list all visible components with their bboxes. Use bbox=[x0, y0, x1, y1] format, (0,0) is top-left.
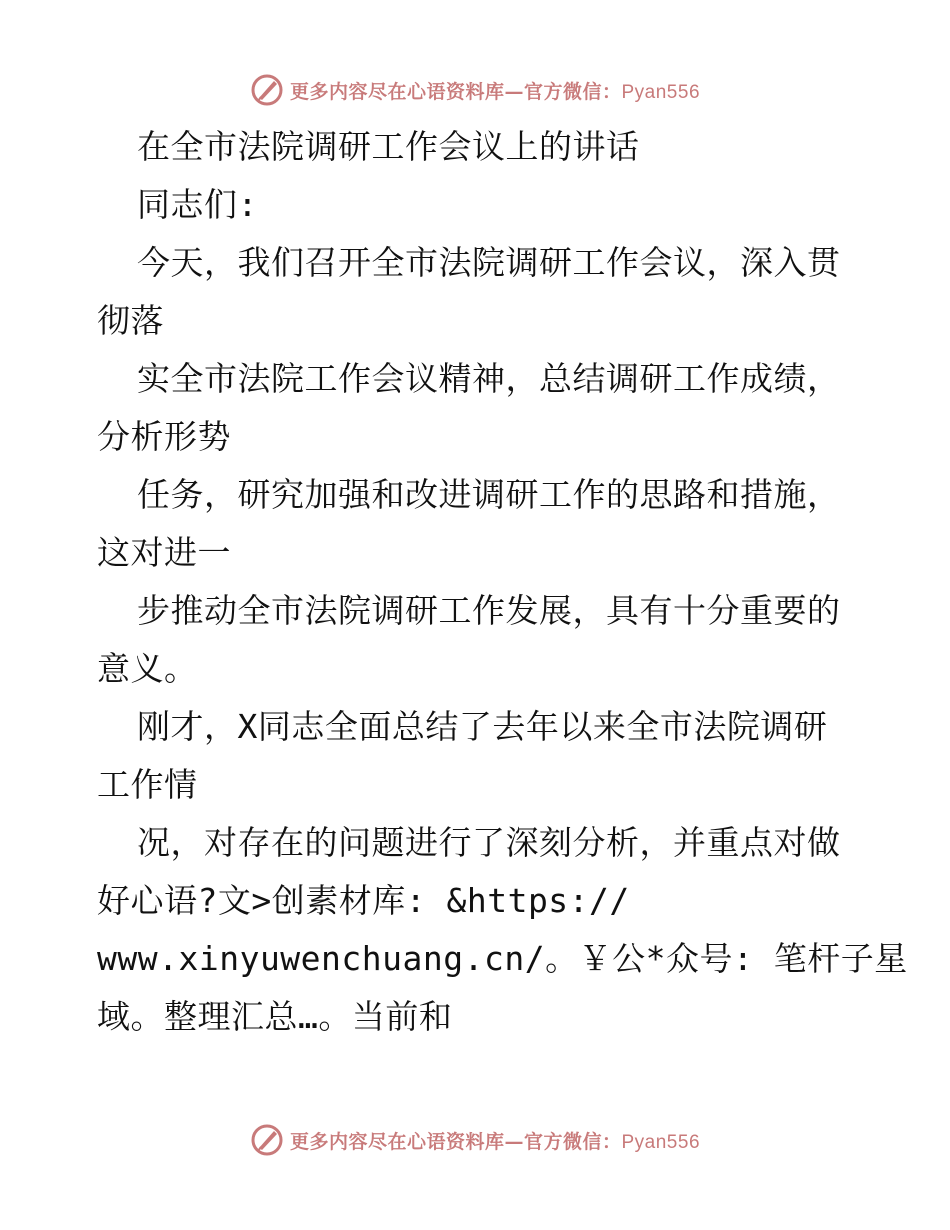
document-paragraphs bbox=[97, 176, 908, 1046]
document-title: 在全市法院调研工作会议上的讲话 bbox=[137, 127, 640, 166]
text-line: 域。整理汇总…。当前和 bbox=[97, 997, 453, 1036]
header-banner bbox=[0, 70, 950, 110]
text-line: 步推动全市法院调研工作发展，具有十分重要的 bbox=[137, 591, 841, 630]
text-line: 工作情 bbox=[97, 765, 198, 804]
text-line: 刚才，X同志全面总结了去年以来全市法院调研 bbox=[137, 707, 828, 746]
text-line: www.xinyuwenchuang.cn/。￥公*众号: 笔杆子星 bbox=[97, 939, 908, 978]
feather-pen-logo-icon bbox=[250, 1123, 284, 1157]
text-line: 意义。 bbox=[97, 649, 198, 688]
document-body bbox=[97, 118, 908, 1046]
text-line: 好心语?文>创素材库: &https:// bbox=[97, 881, 630, 920]
feather-pen-logo-icon bbox=[250, 73, 284, 107]
text-line: 分析形势 bbox=[97, 417, 231, 456]
text-line: 况，对存在的问题进行了深刻分析，并重点对做 bbox=[137, 823, 841, 862]
text-line: 这对进一 bbox=[97, 533, 231, 572]
text-line: 今天，我们召开全市法院调研工作会议，深入贯 bbox=[137, 243, 841, 282]
text-line: 同志们: bbox=[137, 185, 258, 224]
footer-banner bbox=[0, 1120, 950, 1160]
text-line: 任务，研究加强和改进调研工作的思路和措施， bbox=[137, 475, 841, 514]
text-line: 实全市法院工作会议精神，总结调研工作成绩， bbox=[137, 359, 841, 398]
header-banner-text: 更多内容尽在心语资料库—官方微信：Pyan556 bbox=[289, 80, 701, 103]
text-line: 彻落 bbox=[97, 301, 164, 340]
footer-banner-text: 更多内容尽在心语资料库—官方微信：Pyan556 bbox=[289, 1130, 701, 1153]
